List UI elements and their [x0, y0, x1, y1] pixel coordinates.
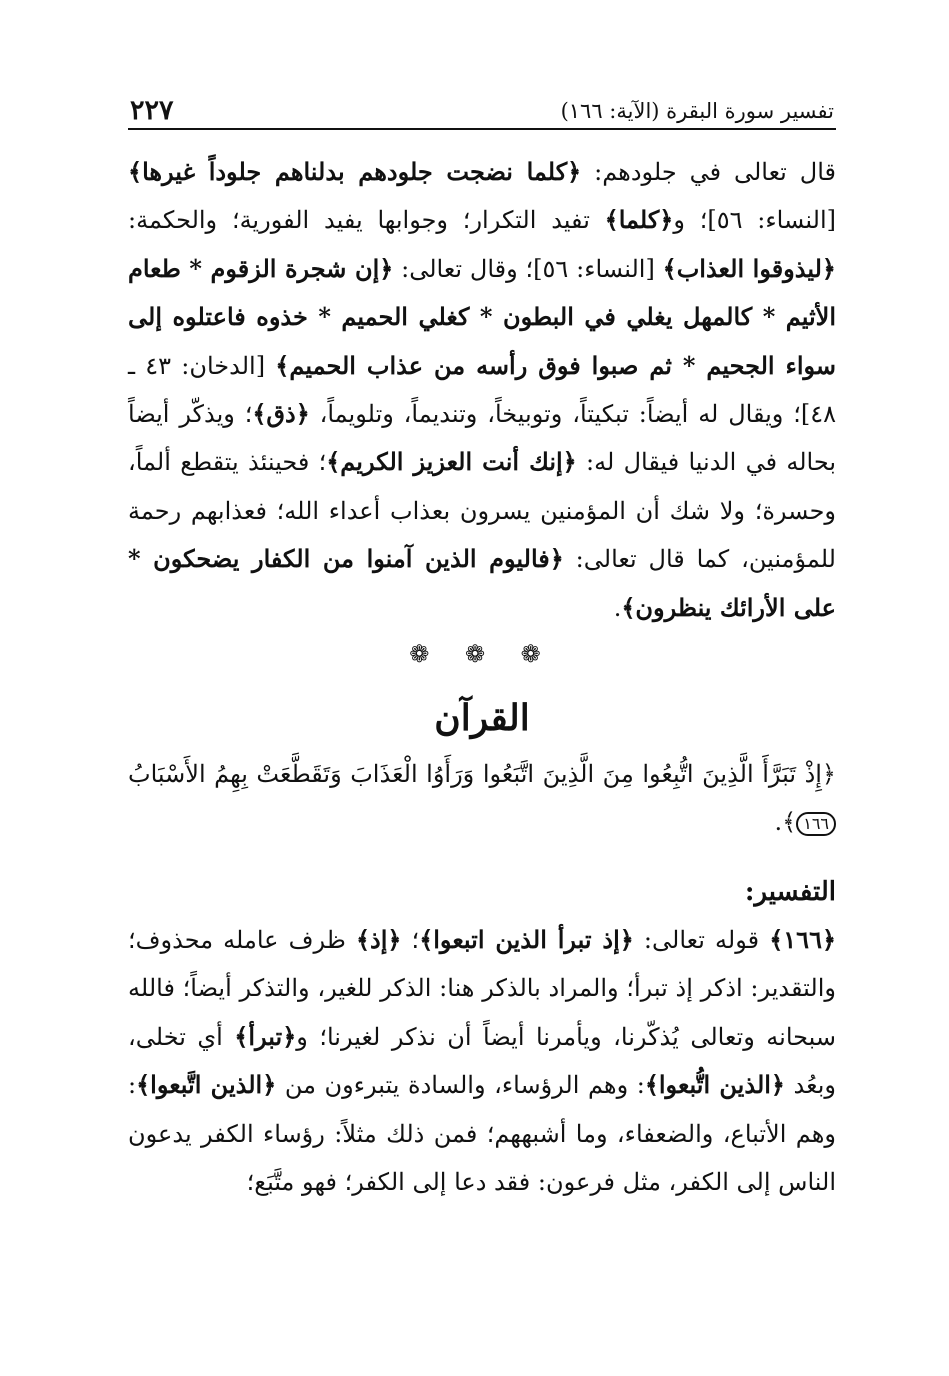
body-text: [الدخان: ٤٣ ـ ٤٨]؛ ويقال له أيضاً: تبكيتاً، وتوبيخاً، وتنديماً، وتلويماً،: [128, 351, 836, 429]
quoted-verse-text: ﴿فاليوم الذين آمنوا من الكفار يضحكون * على الأرائك ينظرون﴾: [128, 544, 836, 622]
body-text: : وهم الأتباع، والضعفاء، وما أشبههم؛ فمن ذلك مثلاً: رؤساء الكفر يدعون الناس إلى الكفر، مثل فرعون: فقد دعا إلى الكفر؛ فهو متَّبَع؛: [128, 1071, 836, 1197]
body-text: [النساء: ٥٦]؛ و: [673, 206, 836, 235]
body-text: : وهم الرؤساء، والسادة يتبرءون من: [276, 1071, 645, 1100]
body-text: ؛ فحينئذ يتقطع ألماً، وحسرة؛ ولا شك أن المؤمنين يسرون بعذاب أعداء الله؛ فعذابهم رحمة للمؤمنين، كما قال تعالى:: [128, 448, 836, 574]
quoted-verse-text: ﴿تبرأ﴾: [234, 1021, 297, 1051]
quoted-verse-text: ﴿كلما﴾: [604, 205, 674, 235]
section-title-quran: القرآن: [434, 697, 530, 740]
quoted-verse-text: ﴿كلما نضجت جلودهم بدلناهم جلوداً غيرها﴾: [128, 157, 582, 186]
tafsir-paragraph: [128, 916, 836, 1206]
page-number: ٢٢٧: [130, 95, 174, 126]
quoted-verse-text: ﴿إذ﴾: [355, 925, 402, 955]
body-text: أي تخلى، وبعُد: [128, 1022, 837, 1100]
commentary-paragraph-1: [128, 148, 836, 632]
quoted-verse-text: ﴿ذق﴾: [252, 399, 310, 429]
body-text: قال تعالى في جلودهم:: [581, 158, 836, 186]
quoted-verse-text: ﴿إنك أنت العزيز الكريم﴾: [326, 447, 577, 477]
body-text: تفيد التكرار؛ وجوابها يفيد الفورية؛ والحكمة:: [128, 206, 605, 235]
quoted-verse-text: ﴿١٦٦﴾: [769, 925, 837, 955]
body-text: [النساء: ٥٦]؛ وقال تعالى:: [393, 254, 663, 283]
section-separator: ❁ ❁ ❁: [409, 640, 555, 669]
body-text: ؛ ويذكّر أيضاً بحاله في الدنيا فيقال له:: [128, 400, 837, 477]
quran-verse: [128, 750, 836, 846]
body-text: .: [613, 593, 622, 622]
verse-text: ﴿إِذْ تَبَرَّأَ الَّذِينَ اتُّبِعُوا مِنَ الَّذِينَ اتَّبَعُوا وَرَأَوُا الْعَذَابَ وَتَقَطَّعَتْ بِهِمُ الأَسْبَابُ: [128, 760, 836, 789]
page-header: [128, 92, 836, 126]
body-text: قوله تعالى:: [633, 926, 770, 955]
quoted-verse-text: ﴿إن شجرة الزقوم * طعام الأثيم * كالمهل يغلي في البطون * كغلي الحميم * خذوه فاعتلوه إلى سواء الجحيم * ثم صبوا فوق رأسه من عذاب الحميم﴾: [128, 253, 837, 380]
running-title: تفسير سورة البقرة (الآية: ١٦٦): [560, 99, 834, 123]
verse-close: ﴾.: [774, 808, 797, 837]
body-text: ؛: [401, 926, 420, 955]
tafsir-heading: التفسير:: [744, 877, 836, 908]
quoted-verse-text: ﴿الذين اتَّبعوا﴾: [136, 1070, 277, 1100]
book-page: [128, 92, 836, 1322]
quoted-verse-text: ﴿ليذوقوا العذاب﴾: [662, 253, 836, 283]
header-rule: [128, 128, 836, 130]
quoted-verse-text: ﴿الذين اتُّبعوا﴾: [644, 1070, 785, 1100]
ayah-number-marker: ١٦٦: [796, 812, 836, 836]
body-text: ظرف عامله محذوف؛ والتقدير: اذكر إذ تبرأ؛ والمراد بالذكر هنا: الذكر للغير، والتذكر أيضاً؛ فالله سبحانه وتعالى يُذكّرنا، ويأمرنا أيضاً أن نذكر لغيرنا؛ و: [128, 926, 836, 1051]
quoted-verse-text: ﴿إذ تبرأ الذين اتبعوا﴾: [419, 925, 634, 955]
